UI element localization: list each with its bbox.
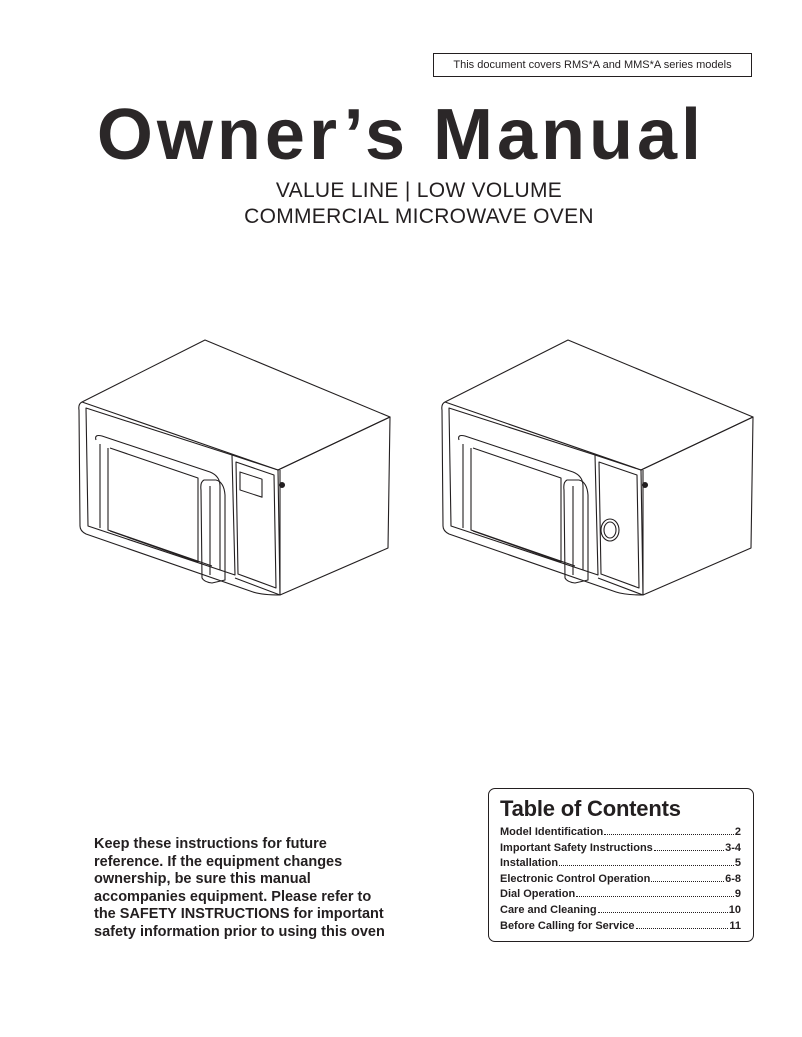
subtitle-line-1: VALUE LINE | LOW VOLUME (275, 179, 563, 202)
toc-leader-dots (559, 856, 734, 866)
toc-entry-label: Installation (500, 857, 559, 870)
keep-note-line: reference. If the equipment changes (94, 853, 343, 870)
toc-entry-safety-instructions[interactable] (500, 841, 741, 857)
toc-entry-dial-operation[interactable] (500, 887, 741, 903)
toc-leader-dots (636, 919, 729, 929)
toc-leader-dots (654, 841, 724, 851)
toc-entry-label: Care and Cleaning (500, 903, 597, 916)
toc-entry-page: 11 (729, 919, 741, 932)
toc-entry-page: 10 (728, 903, 741, 916)
subtitle-line-2: COMMERCIAL MICROWAVE OVEN (244, 205, 594, 228)
toc-entry-label: Dial Operation (500, 888, 576, 901)
toc-entry-page: 2 (734, 826, 741, 838)
keep-note-line: safety information prior to using this oven (94, 923, 385, 940)
toc-entry-label: Before Calling for Service (500, 919, 635, 932)
toc-title: Table of Contents (500, 796, 681, 821)
keep-note-line: ownership, be sure this manual (94, 871, 311, 887)
microwave-electronic-icon (79, 340, 390, 595)
toc-entry-label: Electronic Control Operation (500, 872, 651, 885)
toc-entry-before-service[interactable] (500, 919, 741, 935)
toc-entry-installation[interactable] (500, 856, 741, 872)
keep-note-line: accompanies equipment. Please refer to (94, 888, 372, 905)
toc-leader-dots (576, 887, 734, 897)
keep-note-line: Keep these instructions for future (94, 836, 327, 852)
toc-leader-dots (598, 903, 728, 913)
keep-instructions-note (94, 836, 424, 941)
toc-entry-page: 6-8 (725, 872, 741, 885)
toc-entry-page: 9 (734, 888, 741, 901)
toc-entry-electronic-control[interactable] (500, 872, 741, 888)
toc-entry-page: 3-4 (725, 841, 741, 854)
toc-entry-care-cleaning[interactable] (500, 903, 741, 919)
toc-leader-dots (651, 872, 724, 882)
toc-entry-page: 5 (734, 857, 741, 870)
model-coverage-note: This document covers RMS*A and MMS*A series models (433, 53, 752, 77)
microwave-illustrations (70, 330, 770, 620)
toc-entry-model-identification[interactable] (500, 825, 741, 841)
table-of-contents (488, 788, 754, 942)
toc-entry-label: Important Safety Instructions (500, 841, 653, 854)
toc-entry-label: Model Identification (500, 826, 604, 838)
keep-note-line: the SAFETY INSTRUCTIONS for important (94, 906, 384, 922)
microwave-dial-icon (442, 340, 753, 595)
page-title: Owner’s Manual (96, 95, 706, 175)
toc-leader-dots (604, 825, 734, 835)
